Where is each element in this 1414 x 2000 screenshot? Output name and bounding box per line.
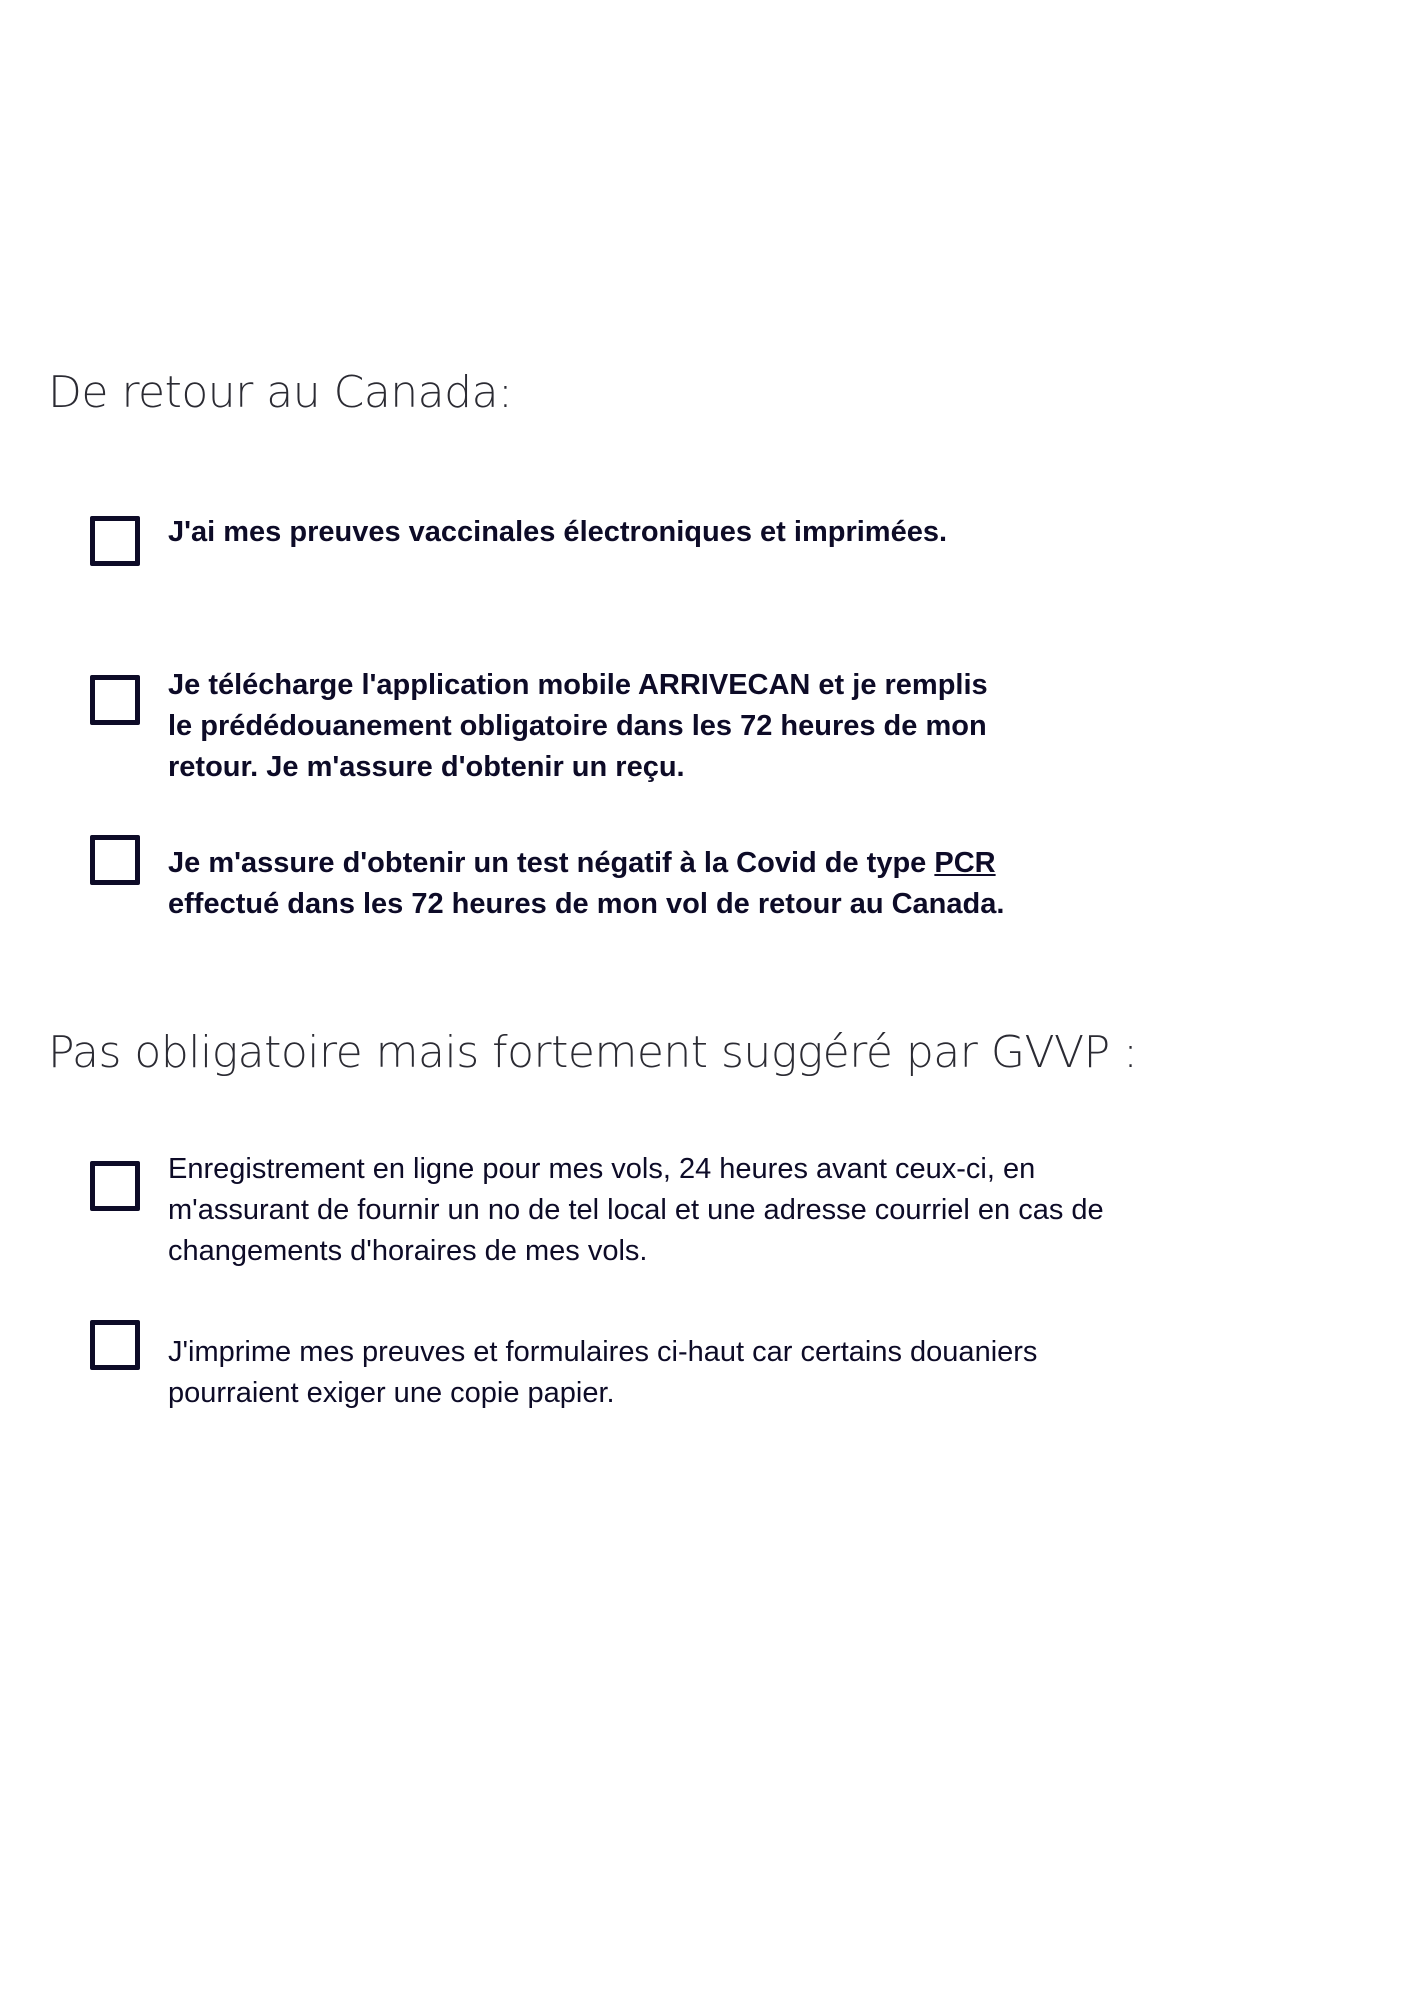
item-text-line: retour. Je m'assure d'obtenir un reçu. [168,751,685,783]
checkbox[interactable] [90,1161,140,1211]
item-text [168,1149,1104,1272]
checkbox[interactable] [90,516,140,566]
item-text [168,843,1004,925]
checkbox[interactable] [90,675,140,725]
item-text-line: le prédédouanement obligatoire dans les 72 heures de mon [168,710,987,742]
item-text-line: m'assurant de fournir un no de tel local et une adresse courriel en cas de [168,1194,1104,1226]
checkbox[interactable] [90,1320,140,1370]
item-text-line: pourraient exiger une copie papier. [168,1377,615,1409]
checkbox[interactable] [90,835,140,885]
item-text [168,1332,1037,1414]
item-text [168,665,988,788]
item-text-line: changements d'horaires de mes vols. [168,1235,648,1267]
section-heading-suggested: Pas obligatoire mais fortement suggéré par GVVP : [48,1027,1138,1078]
section-heading-return-canada: De retour au Canada: [48,367,513,418]
item-text-line: J'imprime mes preuves et formulaires ci-haut car certains douaniers [168,1336,1038,1368]
item-text: J'ai mes preuves vaccinales électroniques et imprimées. [168,516,948,548]
item-text-line: Je télécharge l'application mobile ARRIVECAN et je remplis [168,669,988,701]
pcr-link[interactable]: PCR [934,847,996,879]
item-text-line: effectué dans les 72 heures de mon vol de retour au Canada. [168,888,1005,920]
item-text-prefix: Je m'assure d'obtenir un test négatif à la Covid de type [168,847,935,879]
item-text-line: Enregistrement en ligne pour mes vols, 24 heures avant ceux-ci, en [168,1153,1036,1185]
